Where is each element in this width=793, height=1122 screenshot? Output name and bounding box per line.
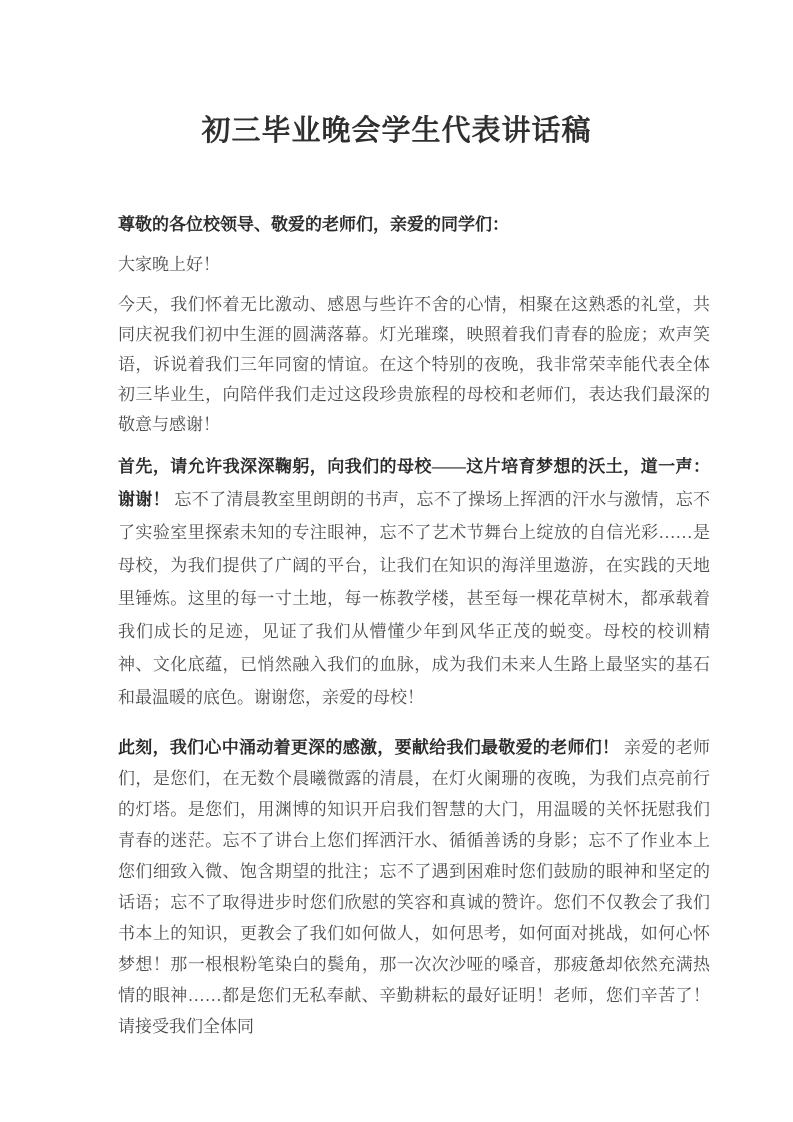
- opening-paragraph: [118, 290, 710, 440]
- teacher-thanks-body: 亲爱的老师们，是您们，在无数个晨曦微露的清晨，在灯火阑珊的夜晚，为我们点亮前行的灯塔。是您们，用渊博的知识开启我们智慧的大门，用温暖的关怀抚慰我们青春的迷茫。忘不了讲台上您们挥洒汗水、循循善诱的身影；忘不了作业本上您们细致入微、饱含期望的批注；忘不了遇到困难时您们鼓励的眼神和坚定的话语；忘不了取得进步时您们欣慰的笑容和真诚的赞许。您们不仅教会了我们书本上的知识，更教会了我们如何做人，如何思考，如何面对挑战，如何心怀梦想！那一根根粉笔染白的鬓角，那一次次沙哑的嗓音，那疲惫却依然充满热情的眼神……都是您们无私奉献、辛勤耕耘的最好证明！老师，您们辛苦了！请接受我们全体同: [118, 738, 711, 1036]
- teacher-thanks-lead: 此刻，我们心中涌动着更深的感激，要献给我们最敬爱的老师们！: [118, 738, 620, 757]
- school-thanks-body: 忘不了清晨教室里朗朗的书声，忘不了操场上挥洒的汗水与激情，忘不了实验室里探索未知的专注眼神，忘不了艺术节舞台上绽放的自信光彩……是母校，为我们提供了广阔的平台，让我们在知识的海洋里遨游，在实践的天地里锤炼。这里的每一寸土地，每一栋教学楼，甚至每一棵花草树木，都承载着我们成长的足迹，见证了我们从懵懂少年到风华正茂的蜕变。母校的校训精神、文化底蕴，已悄然融入我们的血脉，成为我们未来人生路上最坚实的基石和最温暖的底色。谢谢您，亲爱的母校！: [118, 490, 711, 707]
- salutation-text: 尊敬的各位校领导、敬爱的老师们，亲爱的同学们：: [118, 215, 509, 234]
- opening-text: 今天，我们怀着无比激动、感恩与些许不舍的心情，相聚在这熟悉的礼堂，共同庆祝我们初中生涯的圆满落幕。灯光璀璨，映照着我们青春的脸庞；欢声笑语，诉说着我们三年同窗的情谊。在这个特别的夜晚，我非常荣幸能代表全体初三毕业生，向陪伴我们走过这段珍贵旅程的母校和老师们，表达我们最深的敬意与感谢！: [118, 295, 710, 434]
- school-thanks-paragraph: [118, 450, 710, 714]
- salutation-paragraph: [118, 210, 710, 240]
- greeting-text: 大家晚上好！: [118, 255, 220, 274]
- school-thanks-lead: 首先，请允许我深深鞠躬，向我们的母校——这片培育梦想的沃土，道一声：谢谢！: [118, 457, 710, 509]
- greeting-paragraph: [118, 250, 710, 280]
- document-title: 初三毕业晚会学生代表讲话稿: [201, 115, 592, 147]
- teacher-thanks-paragraph: [118, 732, 710, 1042]
